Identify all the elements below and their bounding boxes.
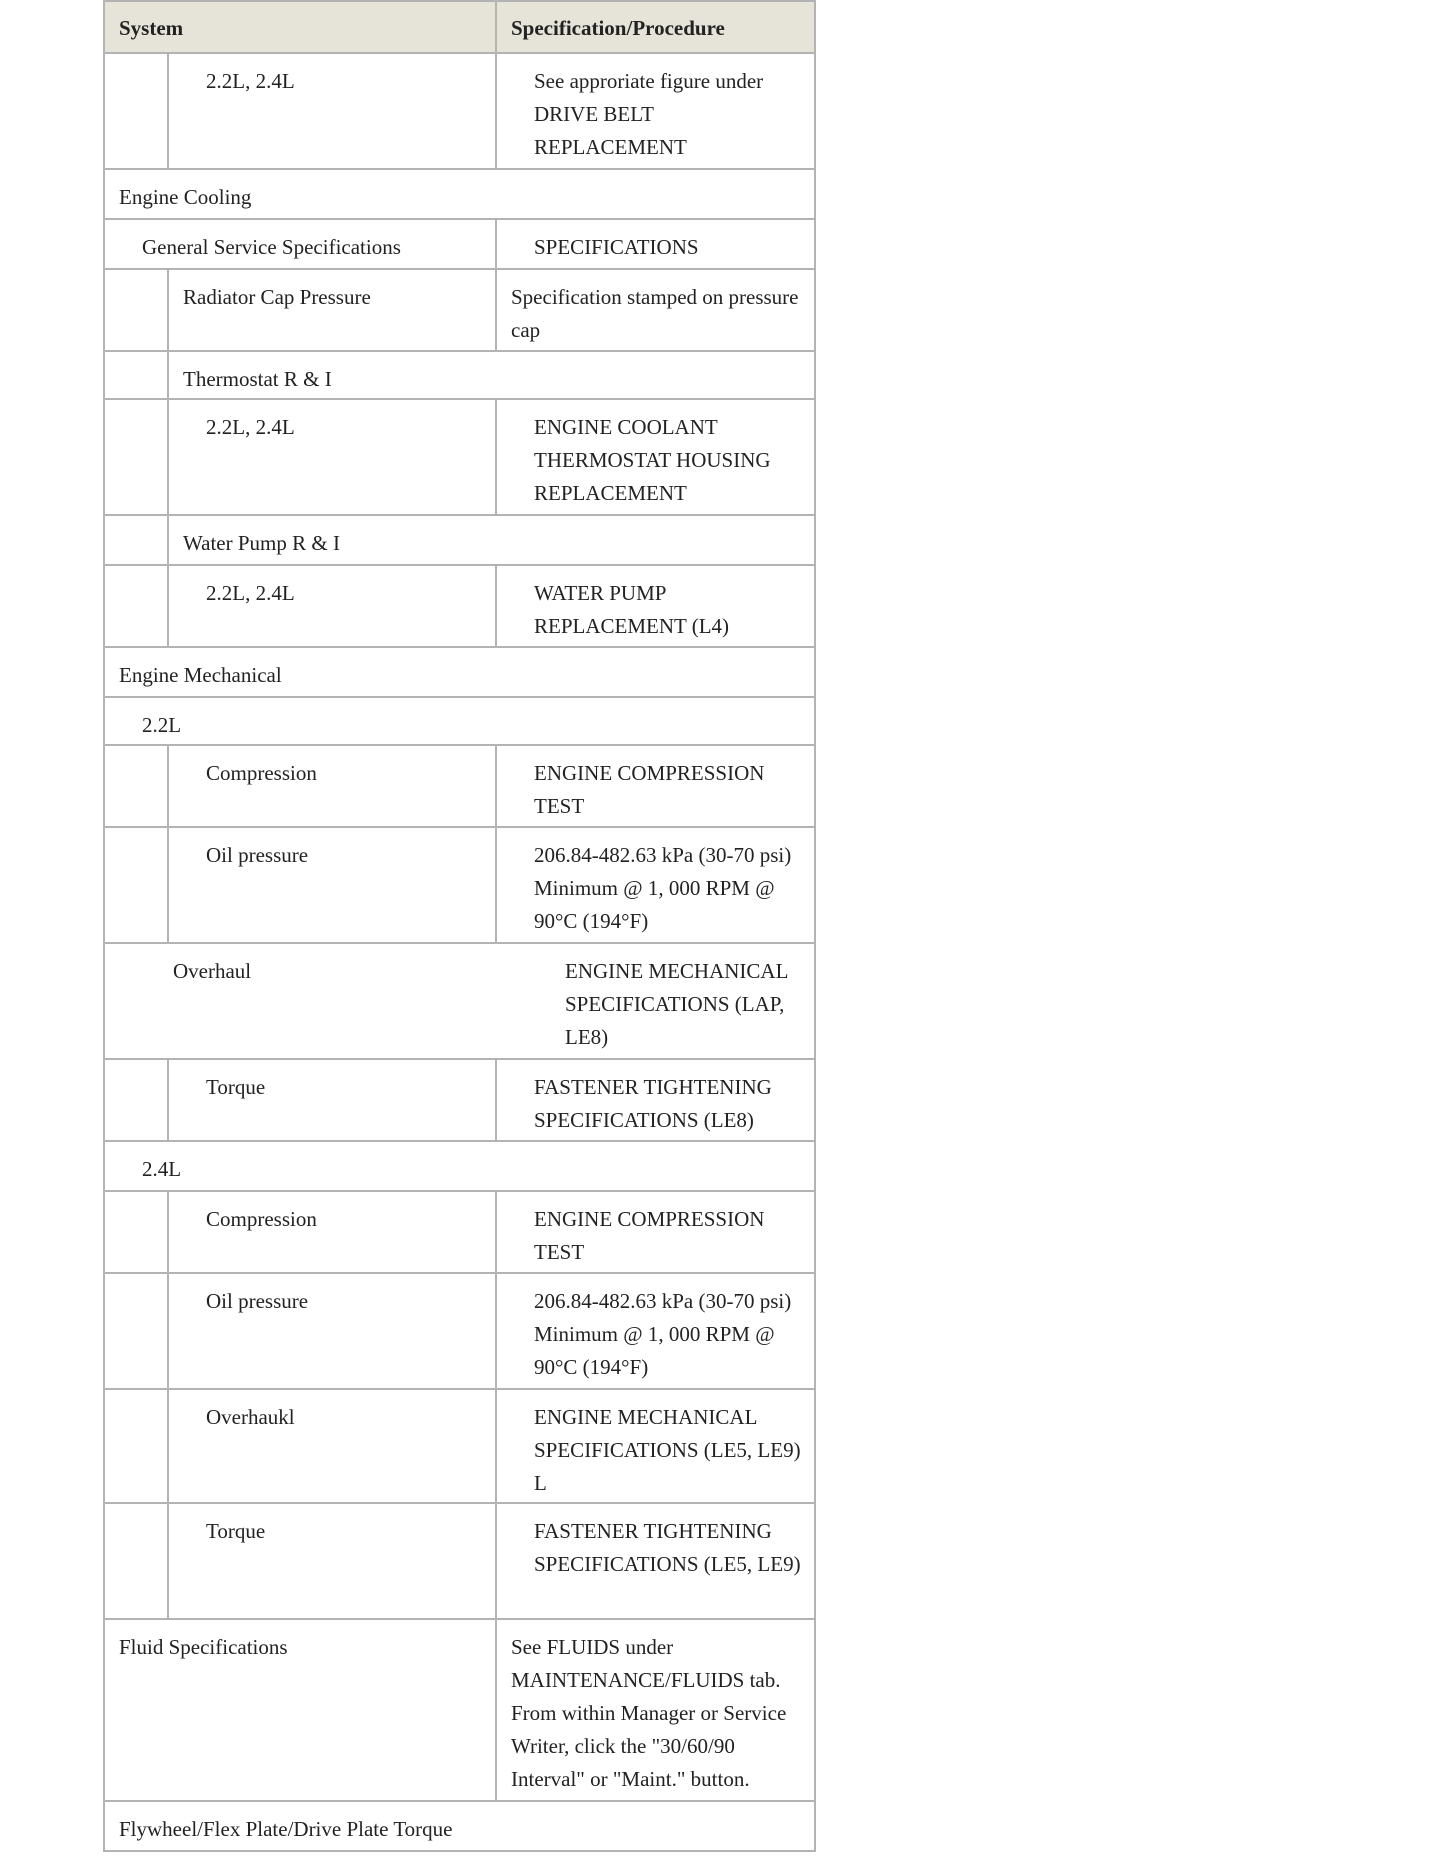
section-heading: Flywheel/Flex Plate/Drive Plate Torque — [119, 1817, 453, 1841]
row-system: Torque — [105, 1060, 497, 1140]
subsection-heading: Water Pump R & I — [183, 531, 340, 555]
header-spec: Specification/Procedure — [511, 16, 725, 40]
table-row — [105, 1618, 814, 1800]
section-heading: Engine Cooling — [119, 185, 252, 209]
specifications-table — [103, 0, 816, 1852]
table-row — [105, 744, 814, 826]
table-row — [105, 514, 814, 564]
row-spec: ENGINE COMPRESSION TEST — [534, 1207, 765, 1264]
table-header-row — [105, 0, 814, 52]
table-row — [105, 218, 814, 268]
section-heading: Engine Mechanical — [119, 663, 282, 687]
row-system: Radiator Cap Pressure — [105, 270, 497, 350]
table-row — [105, 168, 814, 218]
table-row — [105, 398, 814, 514]
row-system: Compression — [105, 1192, 497, 1272]
row-system: 2.2L, 2.4L — [105, 54, 497, 168]
row-spec: ENGINE MECHANICAL SPECIFICATIONS (LE5, LE9) L — [534, 1405, 801, 1495]
table-row — [105, 268, 814, 350]
row-system: Overhaul — [173, 959, 252, 983]
table-row — [105, 52, 814, 168]
row-spec: See approriate figure under DRIVE BELT REPLACEMENT — [534, 69, 764, 159]
table-row — [105, 646, 814, 696]
row-system: 2.2L, 2.4L — [105, 566, 497, 646]
table-row — [105, 1502, 814, 1618]
row-spec: FASTENER TIGHTENING SPECIFICATIONS (LE5, LE9) — [534, 1519, 801, 1576]
row-spec: ENGINE COMPRESSION TEST — [534, 761, 765, 818]
table-row — [105, 1058, 814, 1140]
row-system: Fluid Specifications — [105, 1620, 497, 1800]
subsection-heading: 2.2L — [142, 713, 182, 737]
table-row — [105, 1140, 814, 1190]
table-row — [105, 696, 814, 744]
row-spec: Specification stamped on pressure cap — [511, 285, 799, 342]
row-spec: 206.84-482.63 kPa (30-70 psi) Minimum @ 1, 000 RPM @ 90°C (194°F) — [534, 843, 792, 933]
subsection-heading: 2.4L — [142, 1157, 182, 1181]
row-spec: WATER PUMP REPLACEMENT (L4) — [534, 581, 730, 638]
table-row — [105, 1388, 814, 1502]
row-system: Oil pressure — [105, 1274, 497, 1388]
row-spec: ENGINE COOLANT THERMOSTAT HOUSING REPLACEMENT — [534, 415, 771, 505]
subsection-heading: Thermostat R & I — [183, 367, 332, 391]
header-system: System — [105, 2, 497, 52]
table-row — [105, 1272, 814, 1388]
row-system: Compression — [105, 746, 497, 826]
row-spec: ENGINE MECHANICAL SPECIFICATIONS (LAP, LE8) — [565, 959, 788, 1049]
row-system: Oil pressure — [105, 828, 497, 942]
table-row — [105, 1190, 814, 1272]
row-spec: SPECIFICATIONS — [534, 235, 699, 259]
table-row — [105, 942, 814, 1058]
row-spec: FASTENER TIGHTENING SPECIFICATIONS (LE8) — [534, 1075, 772, 1132]
table-row — [105, 350, 814, 398]
row-spec: 206.84-482.63 kPa (30-70 psi) Minimum @ 1, 000 RPM @ 90°C (194°F) — [534, 1289, 792, 1379]
row-system: 2.2L, 2.4L — [105, 400, 497, 514]
table-row — [105, 1800, 814, 1850]
row-system: Overhaukl — [105, 1390, 497, 1502]
row-spec: See FLUIDS under MAINTENANCE/FLUIDS tab. From within Manager or Service Writer, click the "30/60/90 Interval" or "Maint." button. — [511, 1635, 787, 1791]
table-row — [105, 826, 814, 942]
row-system: Torque — [105, 1504, 497, 1618]
table-row — [105, 564, 814, 646]
row-system: General Service Specifications — [105, 220, 497, 268]
